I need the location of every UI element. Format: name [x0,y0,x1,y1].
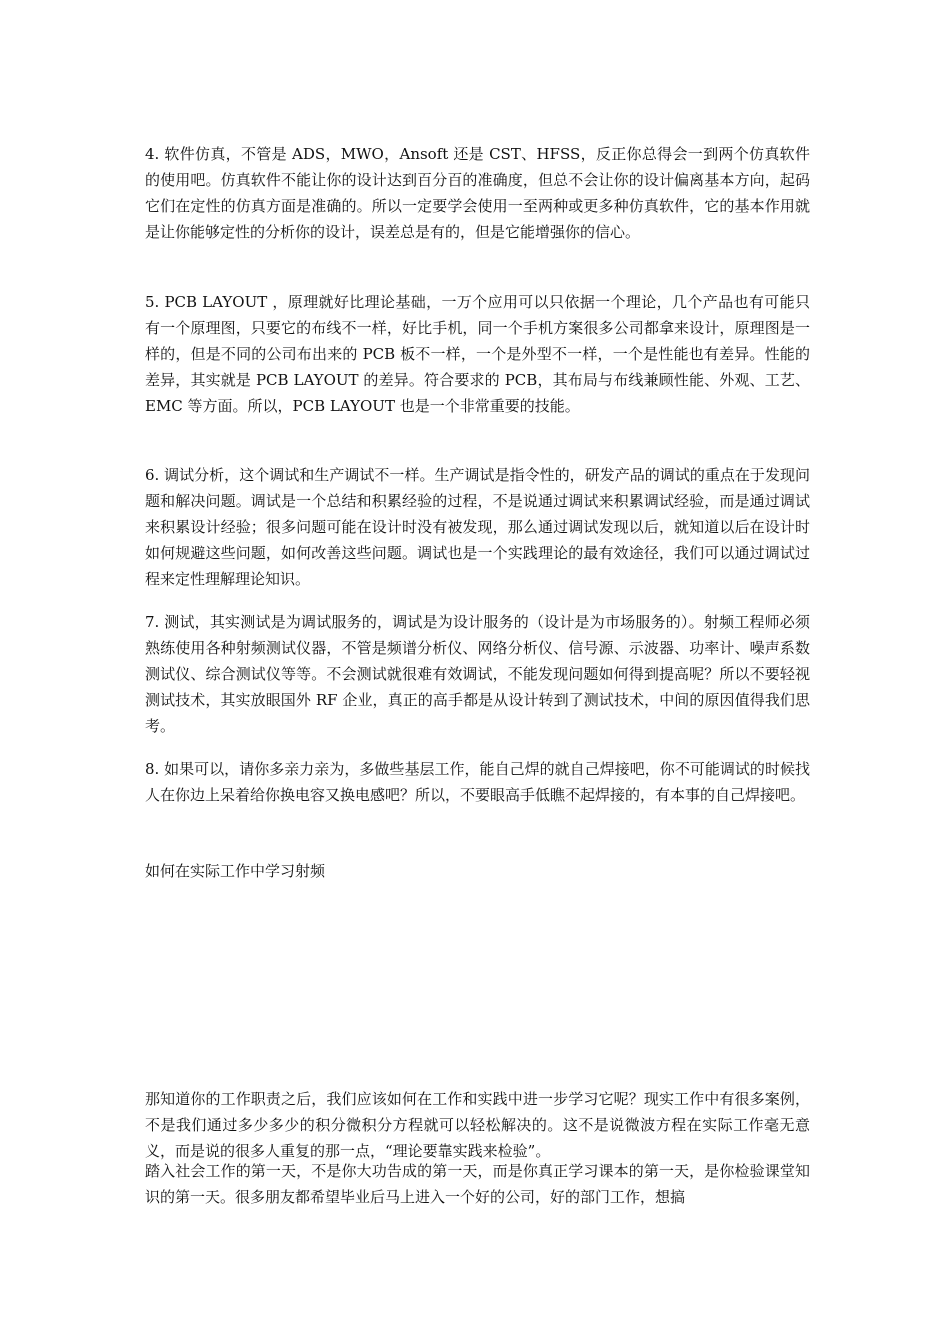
section-heading: 如何在实际工作中学习射频 [145,862,326,880]
paragraph-software-simulation: 4. 软件仿真，不管是 ADS，MWO，Ansoft 还是 CST、HFSS，反正你总得会一到两个仿真软件的使用吧。仿真软件不能让你的设计达到百分百的准确度，但总不会让你的设计偏离基本方向，起码它们在定性的仿真方面是准确的。所以一定要学会使用一至两种或更多种仿真软件，它的基本作用就是让你能够定性的分析你的设计，误差总是有的，但是它能增强你的信心。 [145,145,810,241]
paragraph-first-day-at-work: 踏入社会工作的第一天，不是你大功告成的第一天，而是你真正学习课本的第一天，是你检验课堂知识的第一天。很多朋友都希望毕业后马上进入一个好的公司，好的部门工作，想搞 [145,1162,810,1206]
paragraph-pcb-layout: 5. PCB LAYOUT ，原理就好比理论基础，一万个应用可以只依据一个理论，几个产品也有可能只有一个原理图，只要它的布线不一样，好比手机，同一个手机方案很多公司都拿来设计，原理图是一样的，但是不同的公司布出来的 PCB 板不一样，一个是外型不一样，一个是性能也有差异。性能的差异，其实就是 PCB LAYOUT 的差异。符合要求的 PCB，其布局与布线兼顾性能、外观、工艺、EMC 等方面。所以，PCB LAYOUT 也是一个非常重要的技能。 [145,293,810,415]
paragraph-debugging-analysis: 6. 调试分析，这个调试和生产调试不一样。生产调试是指令性的，研发产品的调试的重点在于发现问题和解决问题。调试是一个总结和积累经验的过程，不是说通过调试来积累调试经验，而是通过调试来积累设计经验；很多问题可能在设计时没有被发现，那么通过调试发现以后，就知道以后在设计时如何规避这些问题，如何改善这些问题。调试也是一个实践理论的最有效途径，我们可以通过调试过程来定性理解理论知识。 [145,466,810,588]
paragraph-learning-in-practice: 那知道你的工作职责之后，我们应该如何在工作和实践中进一步学习它呢？现实工作中有很多案例，不是我们通过多少多少的积分微积分方程就可以轻松解决的。这不是说微波方程在实际工作毫无意义，而是说的很多人重复的那一点，“理论要靠实践来检验”。 [145,1090,810,1160]
paragraph-testing: 7. 测试，其实测试是为调试服务的，调试是为设计服务的（设计是为市场服务的）。射频工程师必须熟练使用各种射频测试仪器，不管是频谱分析仪、网络分析仪、信号源、示波器、功率计、噪声系数测试仪、综合测试仪等等。不会测试就很难有效调试，不能发现问题如何得到提高呢？所以不要轻视测试技术，其实放眼国外 RF 企业，真正的高手都是从设计转到了测试技术，中间的原因值得我们思考。 [145,613,810,735]
paragraph-hands-on-work: 8. 如果可以，请你多亲力亲为，多做些基层工作，能自己焊的就自己焊接吧，你不可能调试的时候找人在你边上呆着给你换电容又换电感吧？所以，不要眼高手低瞧不起焊接的，有本事的自己焊接吧。 [145,760,810,804]
